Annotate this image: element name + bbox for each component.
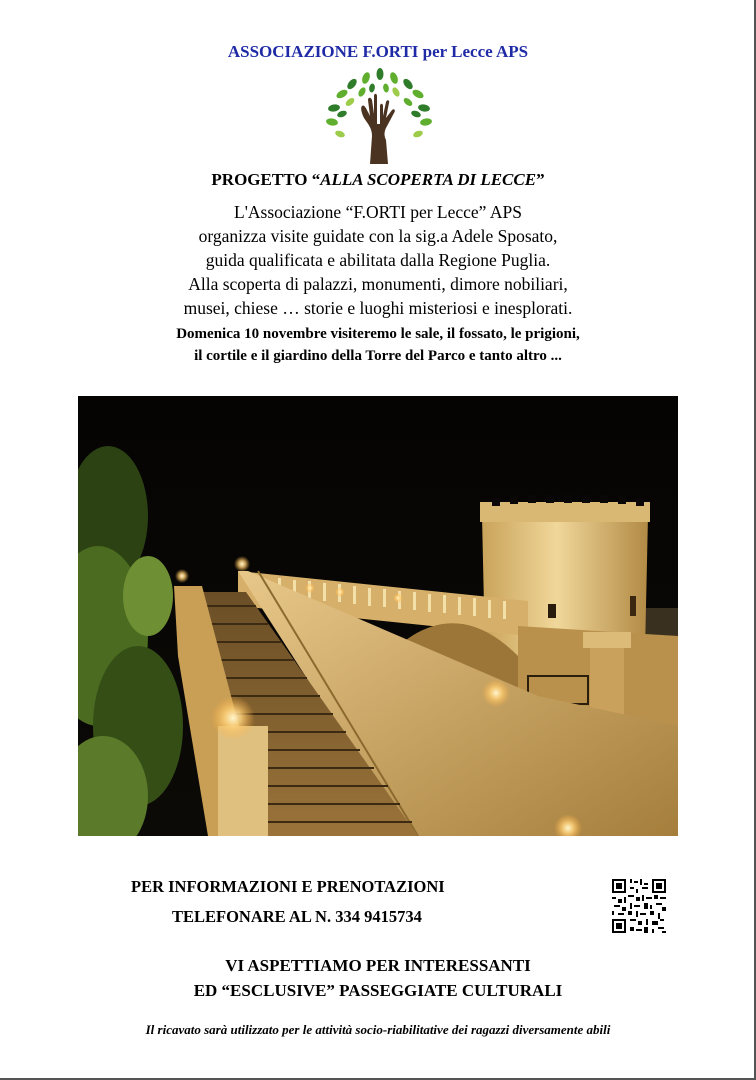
closing-line: VI ASPETTIAMO PER INTERESSANTI: [225, 956, 531, 975]
intro-line: L'Associazione “F.ORTI per Lecce” APS: [234, 202, 522, 222]
intro-paragraph: [0, 200, 756, 320]
association-title: ASSOCIAZIONE F.ORTI per Lecce APS: [227, 42, 529, 61]
project-title: PROGETTO “ALLA SCOPERTA DI LECCE”: [211, 170, 545, 189]
footnote: Il ricavato sarà utilizzato per le attività socio-riabilitative dei ragazzi diversamente abili: [145, 1022, 611, 1037]
intro-line: Alla scoperta di palazzi, monumenti, dimore nobiliari,: [188, 274, 568, 294]
closing-message: [0, 953, 756, 1003]
event-details: [0, 323, 756, 367]
intro-line: organizza visite guidate con la sig.a Adele Sposato,: [198, 226, 558, 246]
phone-label: TELEFONARE AL N. 334 9415734: [172, 907, 422, 926]
info-label: PER INFORMAZIONI E PRENOTAZIONI: [131, 877, 445, 896]
torre-del-parco-photo: [78, 396, 678, 836]
tree-hands-logo: [320, 66, 438, 166]
intro-line: musei, chiese … storie e luoghi misteriosi e inesplorati.: [183, 298, 573, 318]
qr-code[interactable]: [612, 879, 666, 933]
closing-line: ED “ESCLUSIVE” PASSEGGIATE CULTURALI: [193, 981, 563, 1000]
hands-trunk: [361, 94, 395, 164]
event-line: il cortile e il giardino della Torre del Parco e tanto altro ...: [194, 348, 562, 364]
event-line: Domenica 10 novembre visiteremo le sale, il fossato, le prigioni,: [176, 326, 580, 342]
intro-line: guida qualificata e abilitata dalla Regione Puglia.: [205, 250, 551, 270]
